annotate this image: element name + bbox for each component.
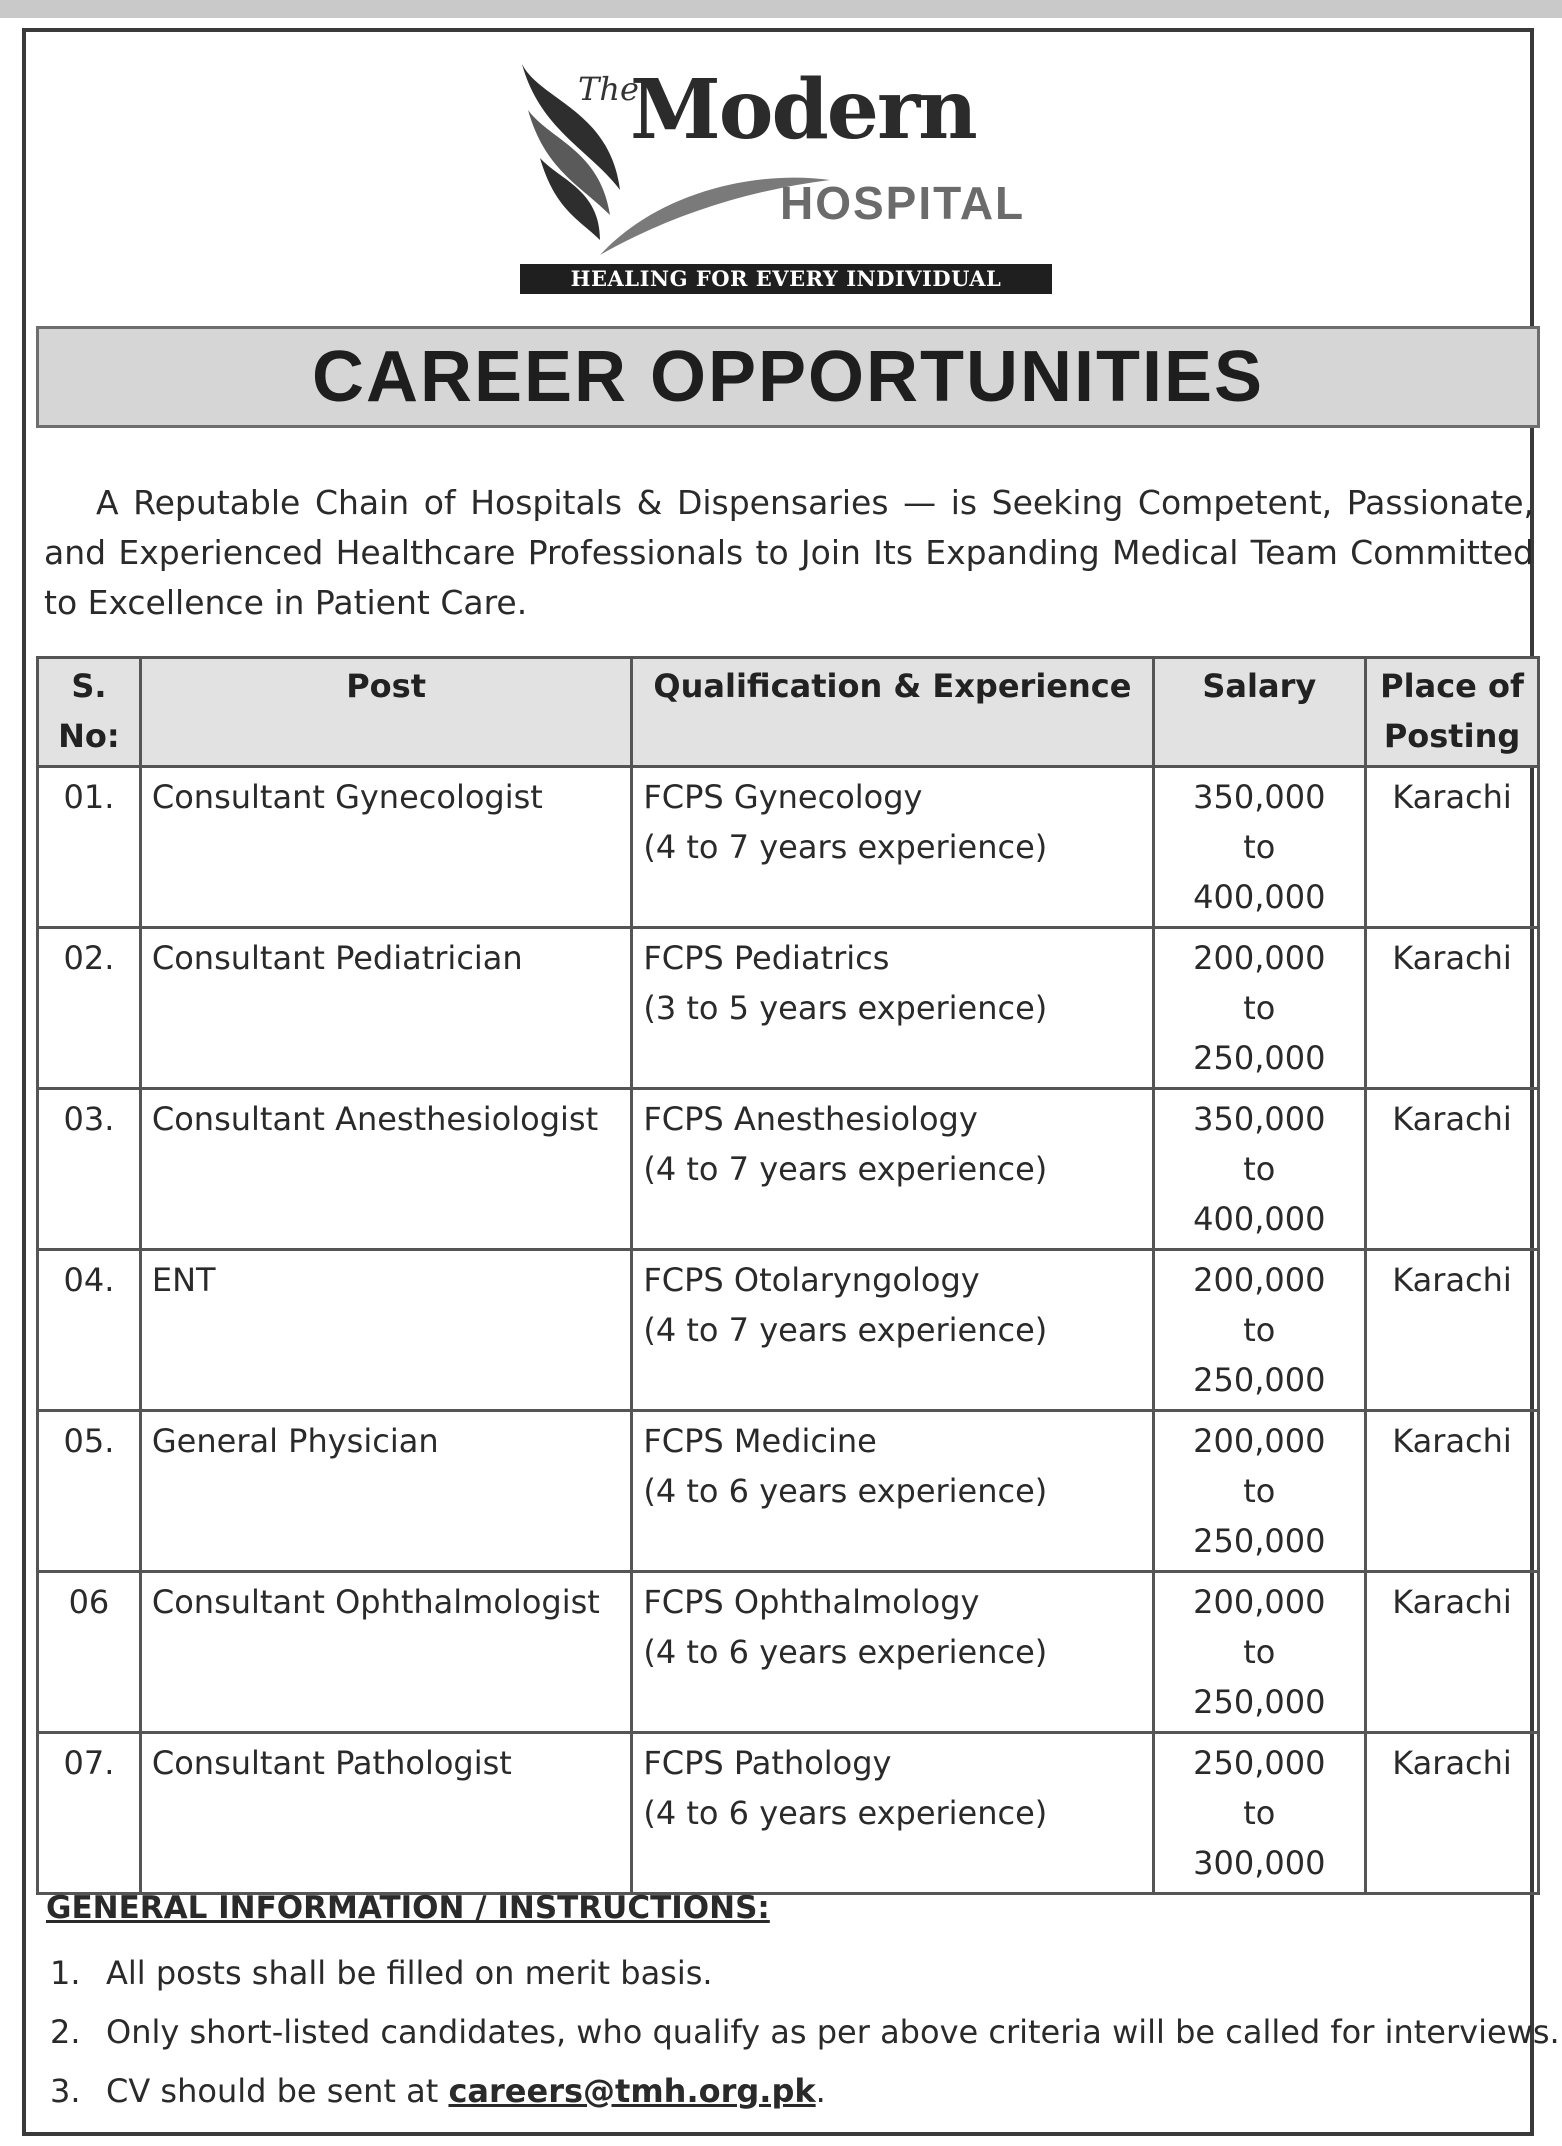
instructions-section — [46, 1886, 1560, 2121]
salary-to-word: to — [1243, 1472, 1276, 1510]
experience-text: (4 to 7 years experience) — [643, 1150, 1048, 1188]
cell-qualification — [632, 1250, 1153, 1411]
qualification-text: FCPS Pathology — [643, 1744, 892, 1782]
cell-place: Karachi — [1366, 928, 1539, 1089]
qualification-text: FCPS Gynecology — [643, 778, 923, 816]
cell-sno: 07. — [38, 1733, 141, 1894]
cell-salary — [1153, 1089, 1366, 1250]
salary-to: 400,000 — [1193, 1200, 1326, 1238]
instruction-text: Only short-listed candidates, who qualify as per above criteria will be called for interviews. — [106, 2013, 1560, 2051]
instructions-list — [46, 1944, 1560, 2121]
instruction-item — [46, 2003, 1560, 2062]
salary-to-word: to — [1243, 1150, 1276, 1188]
cell-post: Consultant Pathologist — [140, 1733, 632, 1894]
table-header-row — [38, 658, 1539, 767]
qualification-text: FCPS Medicine — [643, 1422, 877, 1460]
cell-sno: 05. — [38, 1411, 141, 1572]
header-post: Post — [140, 658, 632, 767]
salary-to-word: to — [1243, 1633, 1276, 1671]
experience-text: (4 to 7 years experience) — [643, 1311, 1048, 1349]
instruction-number: 2. — [50, 2013, 81, 2051]
intro-text: A Reputable Chain of Hospitals & Dispensaries — is Seeking Competent, Passionate, and Experienced Healthcare Professionals to Join Its Expanding Medical Team Committed to Excellence in Patient Care. — [44, 483, 1534, 622]
salary-to-word: to — [1243, 1311, 1276, 1349]
salary-from: 200,000 — [1193, 1422, 1326, 1460]
salary-to: 300,000 — [1193, 1844, 1326, 1882]
page-title: CAREER OPPORTUNITIES — [311, 337, 1265, 417]
salary-to: 250,000 — [1193, 1361, 1326, 1399]
salary-from: 250,000 — [1193, 1744, 1326, 1782]
instruction-text-end: . — [815, 2072, 826, 2110]
table-row — [38, 1733, 1539, 1894]
salary-to-word: to — [1243, 989, 1276, 1027]
header-sno: S. No: — [38, 658, 141, 767]
cell-post: Consultant Anesthesiologist — [140, 1089, 632, 1250]
cell-qualification — [632, 1572, 1153, 1733]
qualification-text: FCPS Anesthesiology — [643, 1100, 978, 1138]
qualification-text: FCPS Otolaryngology — [643, 1261, 980, 1299]
logo-prefix: The — [578, 70, 639, 108]
salary-from: 200,000 — [1193, 1261, 1326, 1299]
experience-text: (3 to 5 years experience) — [643, 989, 1048, 1027]
experience-text: (4 to 6 years experience) — [643, 1633, 1048, 1671]
cell-sno: 06 — [38, 1572, 141, 1733]
intro-paragraph — [44, 478, 1534, 628]
cell-place: Karachi — [1366, 1250, 1539, 1411]
cell-sno: 02. — [38, 928, 141, 1089]
header-place: Place of Posting — [1366, 658, 1539, 767]
salary-to: 250,000 — [1193, 1039, 1326, 1077]
instruction-text: All posts shall be filled on merit basis. — [106, 1954, 713, 1992]
instruction-text: CV should be sent at — [106, 2072, 449, 2110]
cell-post: Consultant Ophthalmologist — [140, 1572, 632, 1733]
cell-sno: 03. — [38, 1089, 141, 1250]
table-row — [38, 1411, 1539, 1572]
cell-place: Karachi — [1366, 1089, 1539, 1250]
logo-tagline: HEALING FOR EVERY INDIVIDUAL — [520, 264, 1052, 294]
table-row — [38, 928, 1539, 1089]
table-row — [38, 1250, 1539, 1411]
cell-post: Consultant Gynecologist — [140, 767, 632, 928]
instruction-number: 1. — [50, 1954, 81, 1992]
cell-qualification — [632, 1733, 1153, 1894]
email-link[interactable]: careers@tmh.org.pk — [448, 2072, 816, 2110]
cell-qualification — [632, 928, 1153, 1089]
cell-qualification — [632, 1089, 1153, 1250]
logo-subtitle: HOSPITAL — [780, 177, 1026, 229]
cell-sno: 01. — [38, 767, 141, 928]
salary-to: 400,000 — [1193, 878, 1326, 916]
salary-from: 350,000 — [1193, 1100, 1326, 1138]
cell-qualification — [632, 1411, 1153, 1572]
cell-salary — [1153, 928, 1366, 1089]
title-banner — [36, 326, 1540, 428]
cell-post: ENT — [140, 1250, 632, 1411]
salary-from: 200,000 — [1193, 939, 1326, 977]
salary-to-word: to — [1243, 828, 1276, 866]
salary-from: 200,000 — [1193, 1583, 1326, 1621]
experience-text: (4 to 6 years experience) — [643, 1472, 1048, 1510]
table-row — [38, 767, 1539, 928]
cell-qualification — [632, 767, 1153, 928]
header-salary: Salary — [1153, 658, 1366, 767]
qualification-text: FCPS Pediatrics — [643, 939, 890, 977]
instruction-item — [46, 1944, 1526, 2003]
cell-salary — [1153, 1411, 1366, 1572]
experience-text: (4 to 7 years experience) — [643, 828, 1048, 866]
cell-salary — [1153, 1250, 1366, 1411]
salary-from: 350,000 — [1193, 778, 1326, 816]
salary-to: 250,000 — [1193, 1522, 1326, 1560]
qualification-text: FCPS Ophthalmology — [643, 1583, 980, 1621]
table-body — [38, 767, 1539, 1894]
cell-place: Karachi — [1366, 767, 1539, 928]
instruction-item — [46, 2062, 1526, 2121]
table-row — [38, 1089, 1539, 1250]
cell-place: Karachi — [1366, 1572, 1539, 1733]
cell-place: Karachi — [1366, 1411, 1539, 1572]
cell-place: Karachi — [1366, 1733, 1539, 1894]
logo-name: Modern — [630, 62, 976, 158]
salary-to: 250,000 — [1193, 1683, 1326, 1721]
vacancies-table — [36, 656, 1540, 1895]
cell-post: Consultant Pediatrician — [140, 928, 632, 1089]
header-qualification: Qualification & Experience — [632, 658, 1153, 767]
cell-salary — [1153, 1572, 1366, 1733]
salary-to-word: to — [1243, 1794, 1276, 1832]
instructions-heading: GENERAL INFORMATION / INSTRUCTIONS: — [46, 1890, 770, 1926]
cell-salary — [1153, 767, 1366, 928]
table-row — [38, 1572, 1539, 1733]
hospital-logo — [500, 40, 1080, 310]
top-strip — [0, 0, 1562, 18]
instruction-number: 3. — [50, 2072, 81, 2110]
cell-salary — [1153, 1733, 1366, 1894]
cell-post: General Physician — [140, 1411, 632, 1572]
experience-text: (4 to 6 years experience) — [643, 1794, 1048, 1832]
cell-sno: 04. — [38, 1250, 141, 1411]
